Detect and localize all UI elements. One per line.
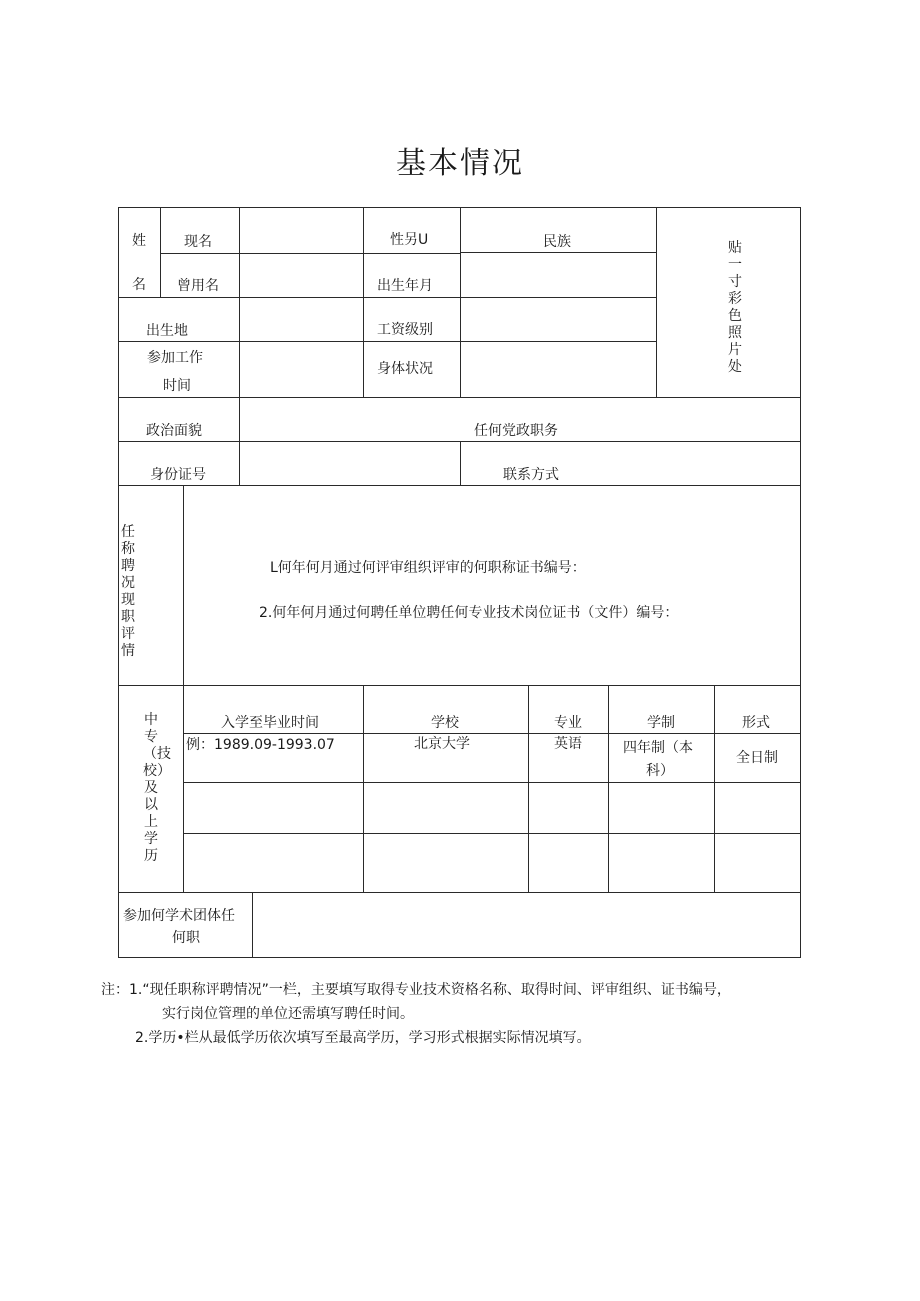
note-line-1: 注：1.“现任职称评聘情况”一栏，主要填写取得专业技术资格名称、取得时间、评审组织、证书编号， bbox=[101, 982, 731, 998]
table-line bbox=[460, 252, 656, 253]
edu-example-period: 例：1989.09-1993.07 bbox=[186, 737, 335, 753]
table-line bbox=[239, 207, 240, 485]
id-number-label: 身份证号 bbox=[150, 467, 206, 483]
former-name-label: 曾用名 bbox=[177, 278, 219, 294]
table-line bbox=[183, 833, 801, 834]
birthplace-label: 出生地 bbox=[146, 323, 188, 339]
table-line bbox=[460, 441, 461, 485]
table-line bbox=[118, 341, 656, 342]
name-label-bottom: 名 bbox=[132, 277, 146, 293]
table-line bbox=[608, 685, 609, 892]
academic-label-1: 参加何学术团体任 bbox=[123, 908, 235, 924]
table-line bbox=[183, 733, 801, 734]
birth-date-label: 出生年月 bbox=[377, 278, 433, 294]
table-line bbox=[118, 892, 801, 893]
table-line bbox=[118, 207, 119, 958]
edu-header-duration: 学制 bbox=[647, 715, 675, 731]
health-label: 身体状况 bbox=[377, 361, 433, 377]
table-line bbox=[118, 957, 801, 958]
edu-example-major: 英语 bbox=[554, 736, 582, 752]
table-line bbox=[252, 892, 253, 957]
title-section-label: 任称聘况现职评情 bbox=[121, 524, 135, 659]
page-title: 基本情况 bbox=[396, 146, 524, 181]
table-line bbox=[460, 207, 461, 397]
education-section-label: 中专（技校）及以上学历 bbox=[143, 712, 171, 864]
note-line-3: 2.学历•栏从最低学历依次填写至最高学历，学习形式根据实际情况填写。 bbox=[135, 1030, 591, 1046]
table-line bbox=[714, 685, 715, 892]
academic-label-2: 何职 bbox=[172, 930, 200, 946]
party-position-label: 任何党政职务 bbox=[474, 423, 558, 439]
title-line-1: L何年何月通过何评审组织评审的何职称证书编号： bbox=[270, 560, 586, 576]
table-line bbox=[160, 207, 161, 297]
table-line bbox=[656, 207, 657, 397]
title-line-2: 2.何年何月通过何聘任单位聘任何专业技术岗位证书（文件）编号： bbox=[259, 605, 679, 621]
edu-header-major: 专业 bbox=[554, 715, 582, 731]
edu-header-mode: 形式 bbox=[742, 715, 770, 731]
table-line bbox=[528, 685, 529, 892]
edu-header-period: 入学至毕业时间 bbox=[221, 715, 319, 731]
contact-label: 联系方式 bbox=[503, 467, 559, 483]
ethnicity-label: 民族 bbox=[543, 234, 571, 250]
table-line bbox=[118, 297, 656, 298]
table-line bbox=[183, 782, 801, 783]
edu-example-duration-2: 科） bbox=[646, 763, 674, 779]
current-name-label: 现名 bbox=[184, 234, 212, 250]
work-start-label-2: 时间 bbox=[163, 378, 191, 394]
table-line bbox=[118, 685, 801, 686]
salary-grade-label: 工资级别 bbox=[377, 322, 433, 338]
note-line-2: 实行岗位管理的单位还需填写聘任时间。 bbox=[162, 1006, 414, 1022]
photo-placeholder: 贴一寸彩色照片处 bbox=[728, 240, 742, 375]
edu-example-school: 北京大学 bbox=[414, 736, 470, 752]
work-start-label-1: 参加工作 bbox=[147, 350, 203, 366]
table-line bbox=[118, 485, 801, 486]
table-line bbox=[363, 685, 364, 892]
edu-header-school: 学校 bbox=[431, 715, 459, 731]
table-line bbox=[183, 485, 184, 892]
table-line bbox=[118, 397, 801, 398]
name-label-top: 姓 bbox=[132, 233, 146, 249]
table-line bbox=[800, 207, 801, 958]
political-status-label: 政治面貌 bbox=[146, 423, 202, 439]
table-line bbox=[363, 207, 364, 397]
table-line bbox=[160, 253, 460, 254]
gender-label: 性另U bbox=[390, 232, 429, 248]
edu-example-duration-1: 四年制（本 bbox=[623, 740, 693, 756]
edu-example-mode: 全日制 bbox=[736, 750, 778, 766]
